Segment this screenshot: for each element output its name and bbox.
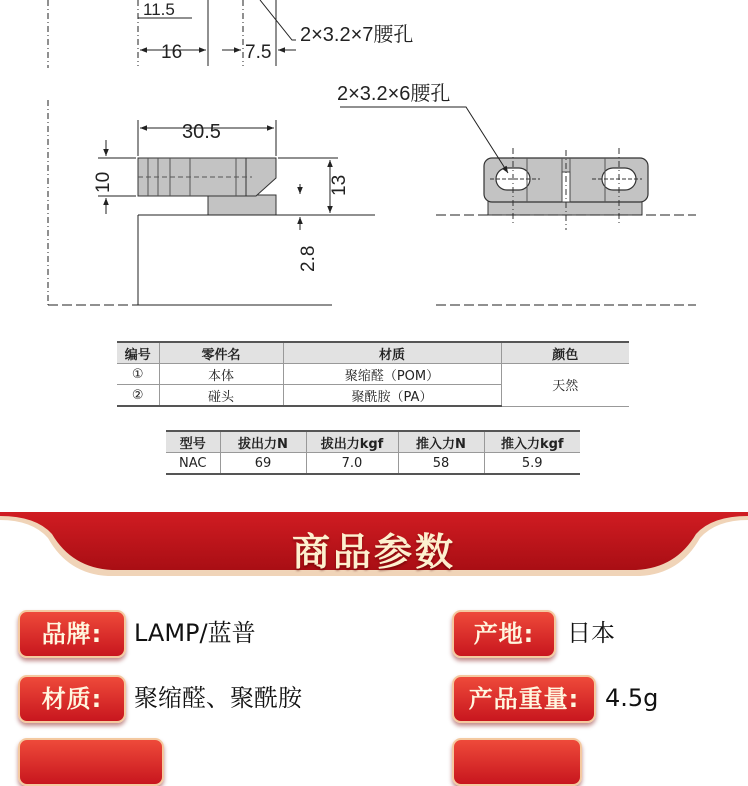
table-row bbox=[117, 364, 629, 385]
callout-slot-6: 2×3.2×6腰孔 bbox=[337, 83, 451, 105]
banner-title: 商品参数 bbox=[291, 530, 456, 574]
header-push-kgf: 推入力kgf bbox=[484, 431, 580, 453]
extra-label-right bbox=[452, 738, 582, 786]
cell-push-n: 58 bbox=[398, 453, 484, 475]
dim-10: 10 bbox=[93, 171, 114, 193]
header-pull-kgf: 拔出力kgf bbox=[306, 431, 398, 453]
cell-pull-kgf: 7.0 bbox=[306, 453, 398, 475]
table-row bbox=[166, 453, 580, 475]
cell-no: ② bbox=[117, 385, 159, 407]
cell-part-name: 本体 bbox=[159, 364, 283, 385]
cell-color: 天然 bbox=[501, 364, 629, 407]
cell-material: 聚酰胺（PA） bbox=[283, 385, 501, 407]
header-material: 材质 bbox=[283, 342, 501, 364]
front-view bbox=[340, 107, 696, 305]
origin-value: 日本 bbox=[567, 619, 615, 647]
technical-drawing bbox=[0, 0, 748, 335]
dim-16: 16 bbox=[161, 42, 183, 63]
parts-table-header bbox=[117, 342, 629, 364]
cell-pull-n: 69 bbox=[220, 453, 306, 475]
dim-13: 13 bbox=[329, 174, 350, 196]
cell-push-kgf: 5.9 bbox=[484, 453, 580, 475]
brand-label: 品牌: bbox=[18, 610, 126, 658]
material-value: 聚缩醛、聚酰胺 bbox=[134, 684, 302, 712]
header-no: 编号 bbox=[117, 342, 159, 364]
cell-no: ① bbox=[117, 364, 159, 385]
parts-table bbox=[117, 341, 629, 407]
header-push-n: 推入力N bbox=[398, 431, 484, 453]
dim-11-5: 11.5 bbox=[143, 0, 175, 19]
cell-part-name: 碰头 bbox=[159, 385, 283, 407]
extra-label-left bbox=[18, 738, 164, 786]
cell-material: 聚缩醛（POM） bbox=[283, 364, 501, 385]
material-label: 材质: bbox=[18, 675, 126, 723]
force-table bbox=[166, 430, 580, 475]
weight-value: 4.5g bbox=[605, 684, 659, 712]
origin-label: 产地: bbox=[452, 610, 556, 658]
dim-2-8: 2.8 bbox=[298, 245, 319, 272]
dim-30-5: 30.5 bbox=[182, 121, 221, 143]
header-pull-n: 拔出力N bbox=[220, 431, 306, 453]
callout-slot-7: 2×3.2×7腰孔 bbox=[300, 24, 414, 46]
dim-7-5: 7.5 bbox=[245, 42, 272, 63]
weight-label: 产品重量: bbox=[452, 675, 596, 723]
header-color: 颜色 bbox=[501, 342, 629, 364]
force-table-header bbox=[166, 431, 580, 453]
header-part-name: 零件名 bbox=[159, 342, 283, 364]
header-model: 型号 bbox=[166, 431, 220, 453]
brand-value: LAMP/蓝普 bbox=[134, 619, 256, 647]
cell-model: NAC bbox=[166, 453, 220, 475]
